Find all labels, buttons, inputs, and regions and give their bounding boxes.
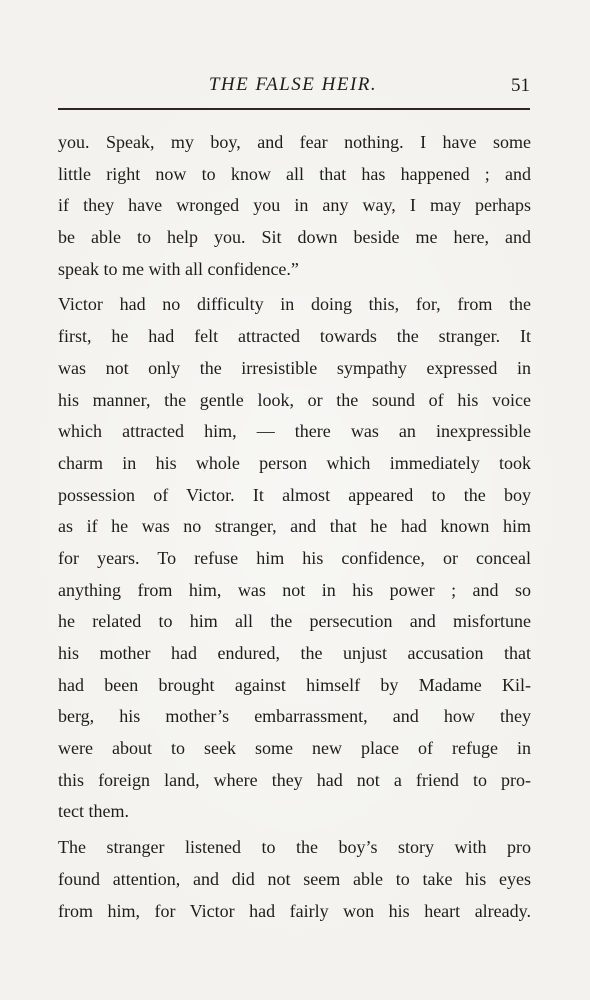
text-line: his mother had endured, the unjust accusation that	[58, 643, 531, 663]
text-line: you. Speak, my boy, and fear nothing. I have some	[58, 132, 531, 152]
text-line: was not only the irresistible sympathy expressed in	[58, 357, 531, 378]
text-line: were about to seek some new place of refuge in	[58, 738, 531, 759]
running-title: THE FALSE HEIR.	[208, 74, 378, 95]
text-line: The stranger listened to the boy’s story with pro	[58, 837, 531, 858]
body-text	[58, 127, 531, 927]
text-line: possession of Victor. It almost appeared to the boy	[58, 484, 531, 505]
text-line: from him, for Victor had fairly won his heart already.	[58, 900, 531, 921]
header-rule	[58, 108, 530, 110]
text-line: if they have wronged you in any way, I may perhaps	[58, 195, 531, 216]
text-line: little right now to know all that has happened ; and	[58, 163, 531, 184]
page-number: 51	[511, 75, 530, 96]
text-line: which attracted him, — there was an inexpressible	[58, 421, 531, 442]
text-line: be able to help you. Sit down beside me here, and	[58, 227, 531, 248]
text-line: speak to me with all confidence.”	[58, 258, 299, 279]
text-line: berg, his mother’s embarrassment, and how they	[58, 706, 531, 727]
text-line: his manner, the gentle look, or the sound of his voice	[58, 389, 531, 410]
text-line: charm in his whole person which immediately took	[58, 452, 531, 473]
text-line: he related to him all the persecution and misfortune	[58, 611, 531, 632]
text-line: tect them.	[58, 801, 129, 822]
text-line: found attention, and did not seem able to take his eyes	[58, 868, 531, 889]
text-line: Victor had no difficulty in doing this, for, from the	[58, 294, 531, 315]
text-line: first, he had felt attracted towards the stranger. It	[58, 326, 531, 347]
text-line: for years. To refuse him his confidence, or conceal	[58, 547, 531, 568]
text-line: anything from him, was not in his power ; and so	[58, 579, 531, 600]
text-line: had been brought against himself by Madame Kil-	[58, 674, 531, 695]
text-line: this foreign land, where they had not a friend to pro-	[58, 769, 531, 790]
running-head	[58, 74, 528, 102]
text-line: as if he was no stranger, and that he had known him	[58, 516, 531, 537]
